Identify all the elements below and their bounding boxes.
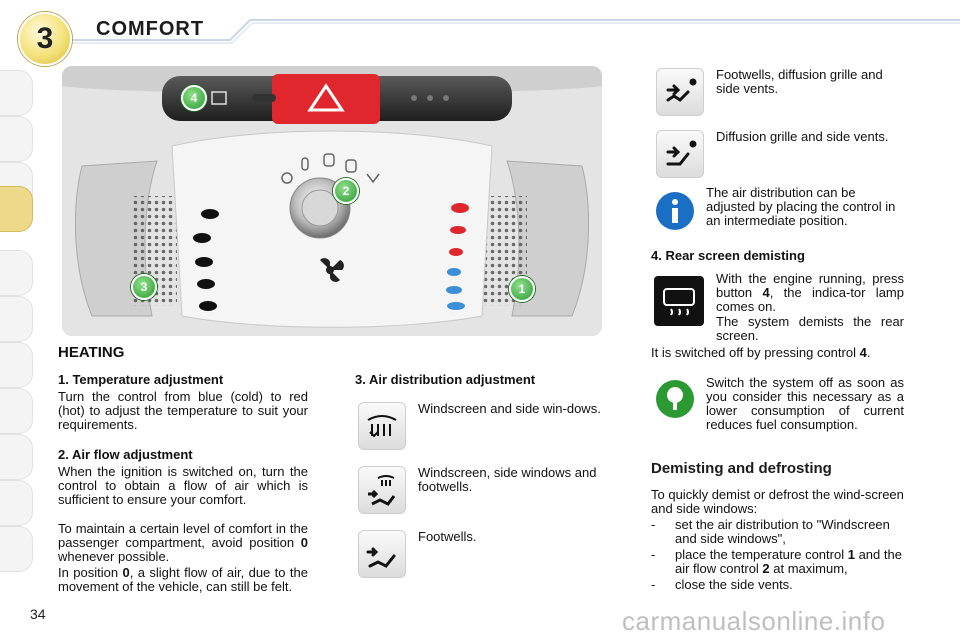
windscreen-footwell-icon	[358, 466, 406, 514]
chapter-tab[interactable]	[0, 250, 33, 296]
chapter-tab[interactable]	[0, 480, 33, 526]
callout-badge: 2	[333, 178, 359, 204]
watermark-text: carmanualsonline.info	[622, 606, 886, 636]
heating-controls-figure	[62, 66, 602, 336]
distribution-grille-vents-text: Diffusion grille and side vents.	[716, 129, 889, 144]
heating-title: HEATING	[58, 344, 125, 361]
temperature-text: Turn the control from blue (cold) to red (hot) to adjust the temperature to suit your requirements.	[58, 389, 308, 432]
chapter-tab[interactable]	[0, 434, 33, 480]
distribution-heading: 3. Air distribution adjustment	[355, 372, 536, 387]
airflow-text-2: To maintain a certain level of comfort in the passenger compartment, avoid position 0 whenever possible.	[58, 521, 308, 564]
page-number: 34	[30, 606, 46, 622]
demisting-title: Demisting and defrosting	[651, 460, 832, 477]
list-item: - place the temperature control 1 and the air flow control 2 at maximum,	[651, 547, 902, 576]
distribution-footwell-grille-text: Footwells, diffusion grille and side vents.	[716, 67, 883, 96]
list-item: - set the air distribution to "Windscreen and side windows",	[651, 517, 890, 546]
airflow-text-3: In position 0, a slight flow of air, due to the movement of the vehicle, can still be felt.	[58, 565, 308, 594]
footwell-grille-vents-icon	[656, 68, 704, 116]
demisting-list	[651, 518, 909, 592]
rear-screen-text-1: With the engine running, press button 4, the indica-tor lamp comes on.	[716, 271, 904, 314]
callout-badge: 3	[131, 274, 157, 300]
chapter-tab[interactable]	[0, 116, 33, 162]
temperature-heading: 1. Temperature adjustment	[58, 372, 224, 387]
windscreen-vents-icon	[358, 402, 406, 450]
demisting-intro: To quickly demist or defrost the wind-screen and side windows:	[651, 487, 904, 516]
callout-badge: 1	[509, 276, 535, 302]
distribution-item-text: Footwells.	[418, 529, 477, 544]
distribution-item-text: Windscreen and side win-dows.	[418, 401, 601, 416]
chapter-tab[interactable]	[0, 342, 33, 388]
chapter-tab[interactable]	[0, 70, 33, 116]
chapter-number-badge: 3	[18, 12, 72, 66]
distribution-item-text: Windscreen, side windows and footwells.	[418, 465, 597, 494]
info-icon	[656, 192, 694, 230]
rear-demist-icon	[654, 276, 704, 326]
chapter-title: COMFORT	[96, 18, 205, 40]
footwell-icon	[358, 530, 406, 578]
callout-badge: 4	[181, 85, 207, 111]
chapter-tab[interactable]	[0, 296, 33, 342]
info-note: The air distribution can be adjusted by placing the control in an intermediate position.	[706, 185, 896, 228]
chapter-tab-active[interactable]	[0, 186, 33, 232]
airflow-text-1: When the ignition is switched on, turn the control to obtain a flow of air which is sufficient to ensure your comfort.	[58, 464, 308, 507]
eco-tree-icon	[656, 380, 694, 418]
rear-screen-text-2: The system demists the rear screen.	[716, 314, 904, 343]
eco-note: Switch the system off as soon as you consider this necessary as a lower consumption of current reduces fuel consumption.	[706, 375, 904, 432]
airflow-heading: 2. Air flow adjustment	[58, 447, 193, 462]
chapter-tab[interactable]	[0, 526, 33, 572]
rear-screen-heading: 4. Rear screen demisting	[651, 248, 805, 263]
rear-screen-text-3: It is switched off by pressing control 4.	[651, 345, 871, 360]
grille-vents-icon	[656, 130, 704, 178]
chapter-tab[interactable]	[0, 388, 33, 434]
list-item: - close the side vents.	[651, 577, 793, 592]
